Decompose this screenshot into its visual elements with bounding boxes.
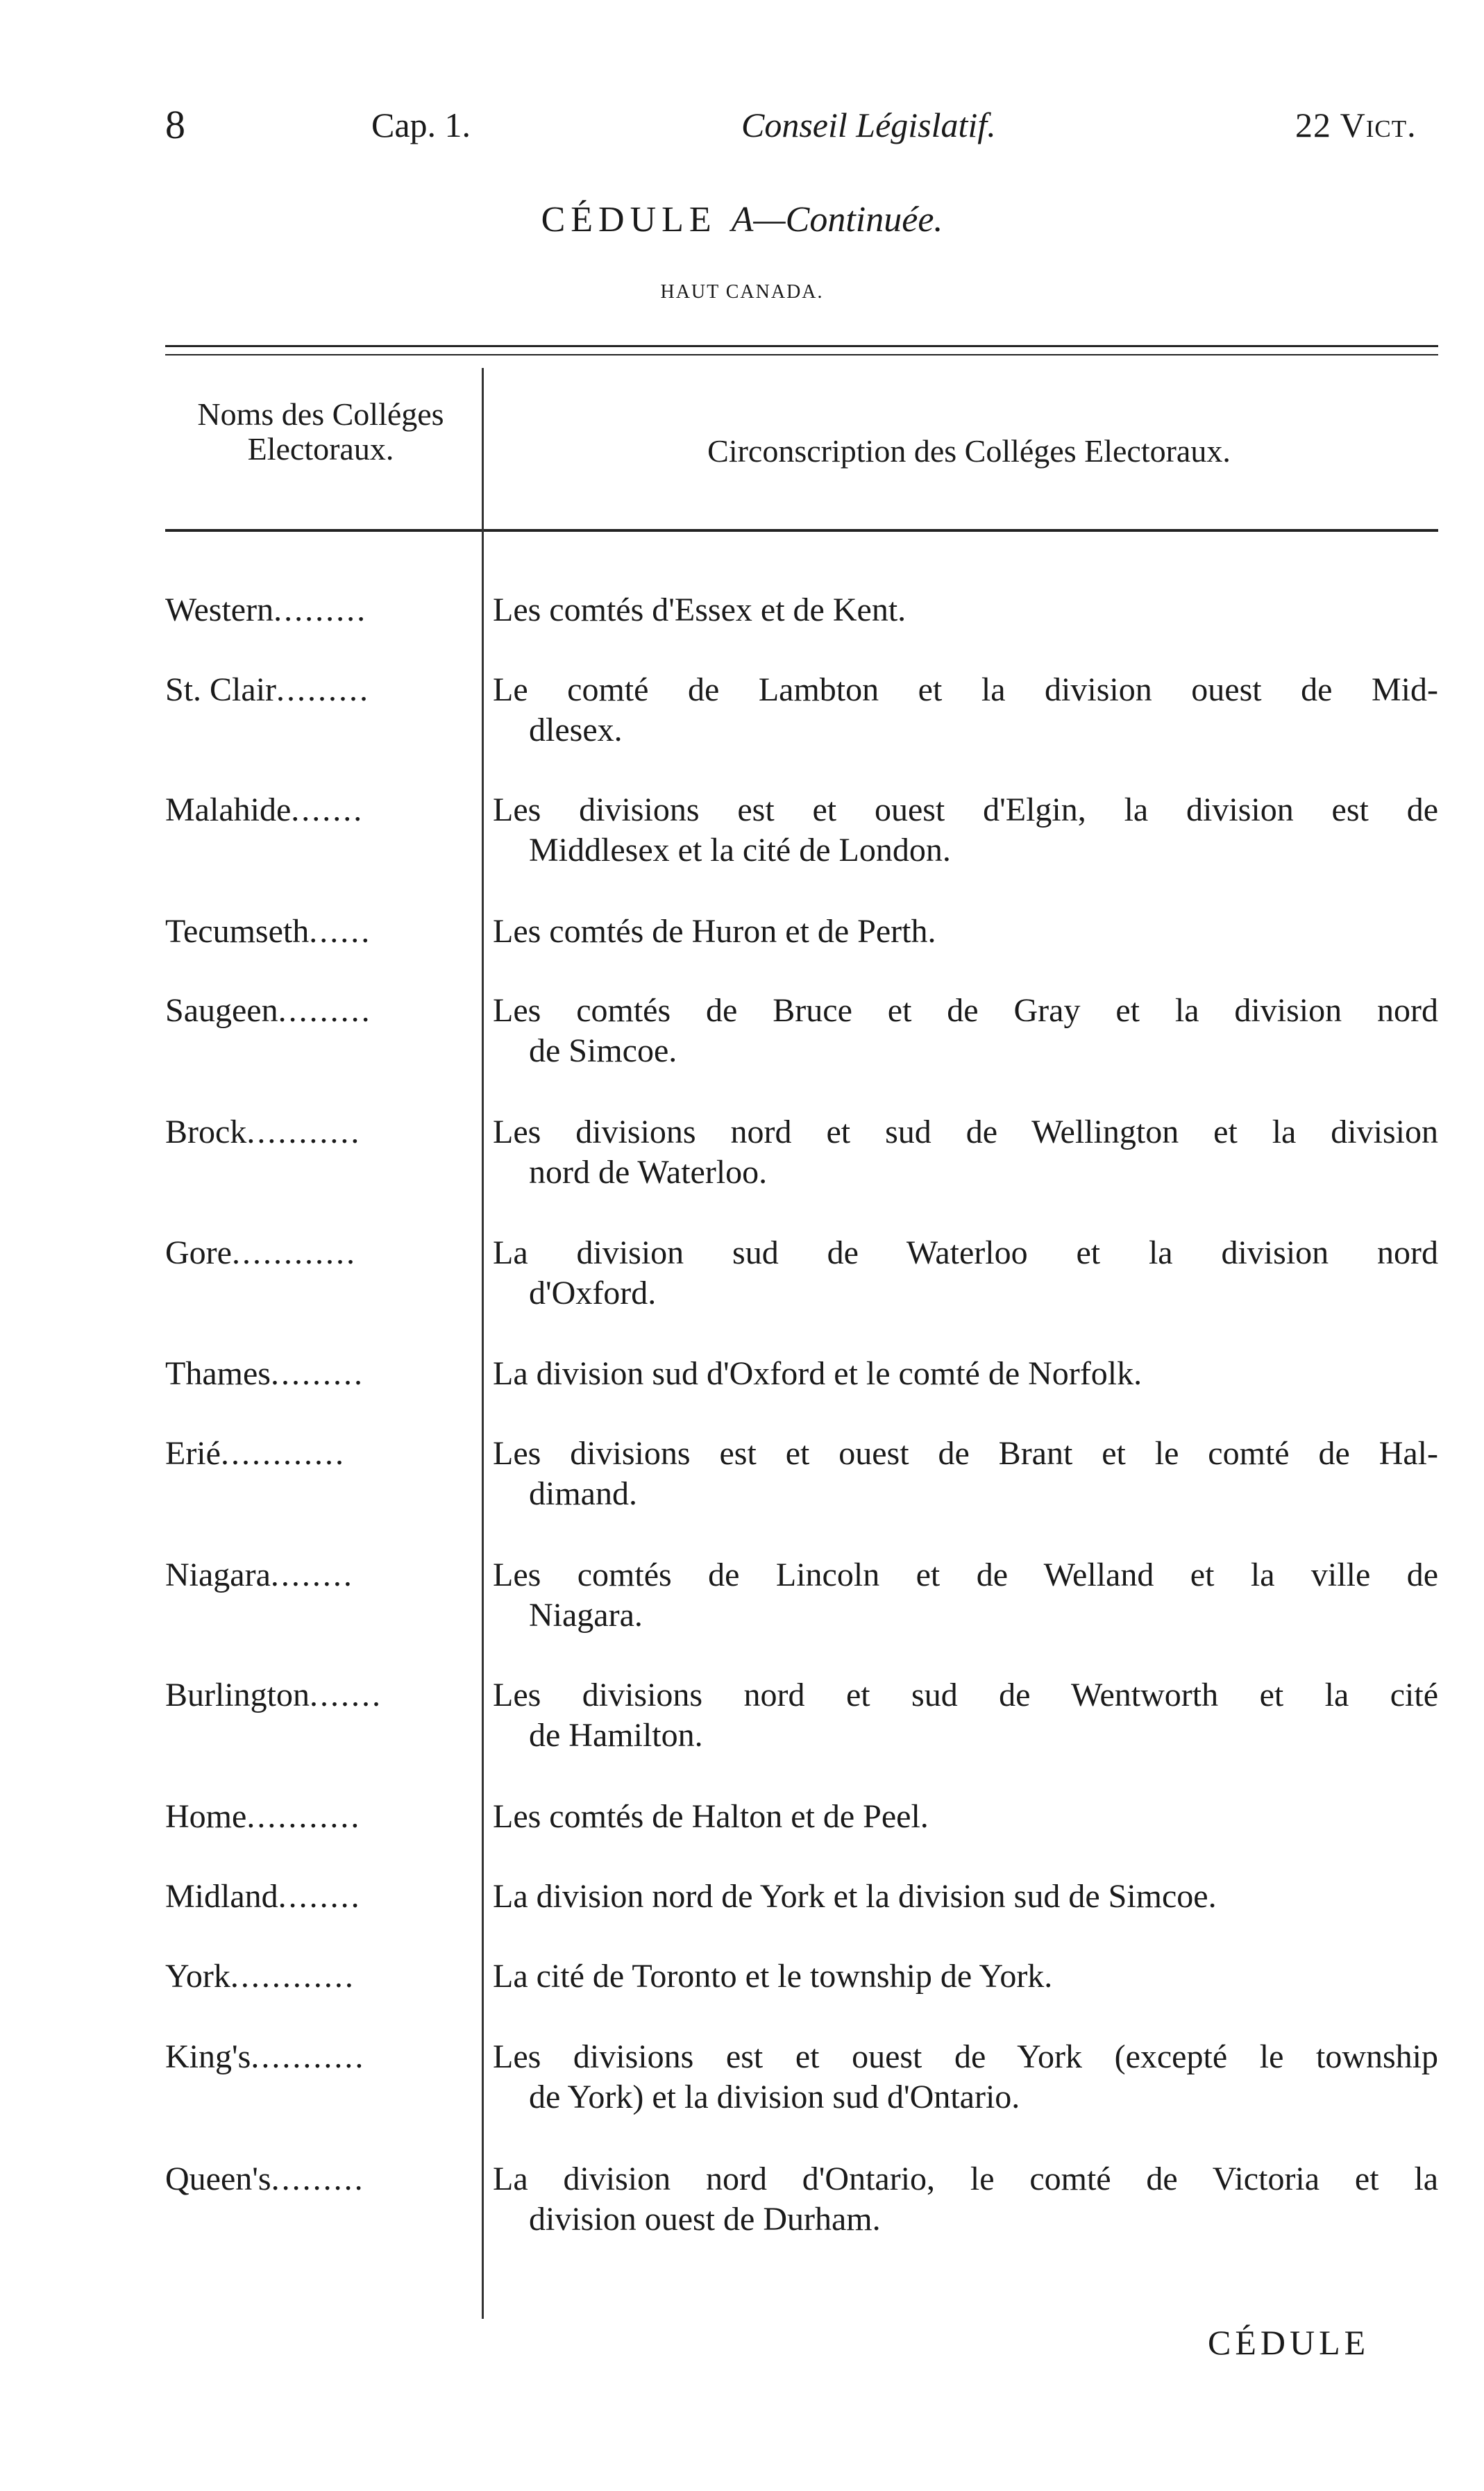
college-name: Burlington.......	[165, 1677, 383, 1713]
schedule-title-continued: A—Continuée.	[731, 200, 943, 240]
college-name: Niagara........	[165, 1557, 354, 1593]
college-name: Western.........	[165, 592, 368, 628]
college-description: Les comtés de Halton et de Peel.	[493, 1798, 929, 1835]
college-name: Home...........	[165, 1798, 362, 1835]
college-description: Les divisions nord et sud de Wellington et la division nord de Waterloo.	[493, 1114, 1438, 1191]
college-name: Saugeen.........	[165, 992, 372, 1029]
college-description: Les divisions est et ouest de York (excepté le township de York) et la division sud d'Ontario.	[493, 2038, 1438, 2115]
college-name: King's...........	[165, 2038, 366, 2075]
college-name: Gore............	[165, 1234, 357, 1271]
college-name: St. Clair.........	[165, 671, 371, 708]
page-number: 8	[165, 102, 185, 147]
running-title: Conseil Législatif.	[741, 106, 996, 144]
college-name: Malahide.......	[165, 791, 364, 828]
college-name: Midland........	[165, 1878, 362, 1915]
top-double-rule-lower	[165, 354, 1438, 355]
college-description: La division nord d'Ontario, le comté de Victoria et la division ouest de Durham.	[493, 2161, 1438, 2238]
top-double-rule	[165, 345, 1438, 347]
college-description: La division nord de York et la division sud de Simcoe.	[493, 1878, 1217, 1915]
column-header-circumscription: Circonscription des Colléges Electoraux.	[707, 433, 1231, 469]
college-description: Les divisions nord et sud de Wentworth et la cité de Hamilton.	[493, 1677, 1438, 1754]
college-name: Queen's.........	[165, 2161, 365, 2197]
column-header-names: Noms des Colléges Electoraux.	[197, 396, 444, 467]
catchword: CÉDULE	[1208, 2323, 1370, 2362]
college-description: Les comtés de Huron et de Perth.	[493, 913, 936, 950]
college-name: Thames.........	[165, 1355, 364, 1392]
college-name: York............	[165, 1958, 355, 1995]
college-description: La cité de Toronto et le township de York.	[493, 1958, 1053, 1995]
college-description: Les divisions est et ouest de Brant et le comté de Hal- dimand.	[493, 1435, 1438, 1512]
college-description: La division sud d'Oxford et le comté de Norfolk.	[493, 1355, 1142, 1392]
header-rule	[165, 529, 1438, 532]
college-description: Les comtés de Lincoln et de Welland et la ville de Niagara.	[493, 1557, 1438, 1634]
college-description: Les comtés d'Essex et de Kent.	[493, 592, 907, 628]
chapter-label: Cap. 1.	[371, 106, 471, 144]
college-description: La division sud de Waterloo et la division nord d'Oxford.	[493, 1234, 1438, 1311]
schedule-title	[0, 199, 1484, 240]
college-description: Les comtés de Bruce et de Gray et la division nord de Simcoe.	[493, 992, 1438, 1069]
college-description: Le comté de Lambton et la division ouest de Mid- dlesex.	[493, 671, 1438, 748]
regnal-year: 22 Vict.	[1295, 106, 1417, 144]
college-description: Les divisions est et ouest d'Elgin, la division est de Middlesex et la cité de London.	[493, 791, 1438, 869]
college-name: Tecumseth......	[165, 913, 372, 950]
section-subtitle: HAUT CANADA.	[660, 281, 824, 303]
college-name: Brock...........	[165, 1114, 362, 1150]
college-name: Erié............	[165, 1435, 346, 1472]
schedule-title-main: CÉDULE	[541, 200, 717, 240]
column-divider	[482, 368, 484, 2319]
